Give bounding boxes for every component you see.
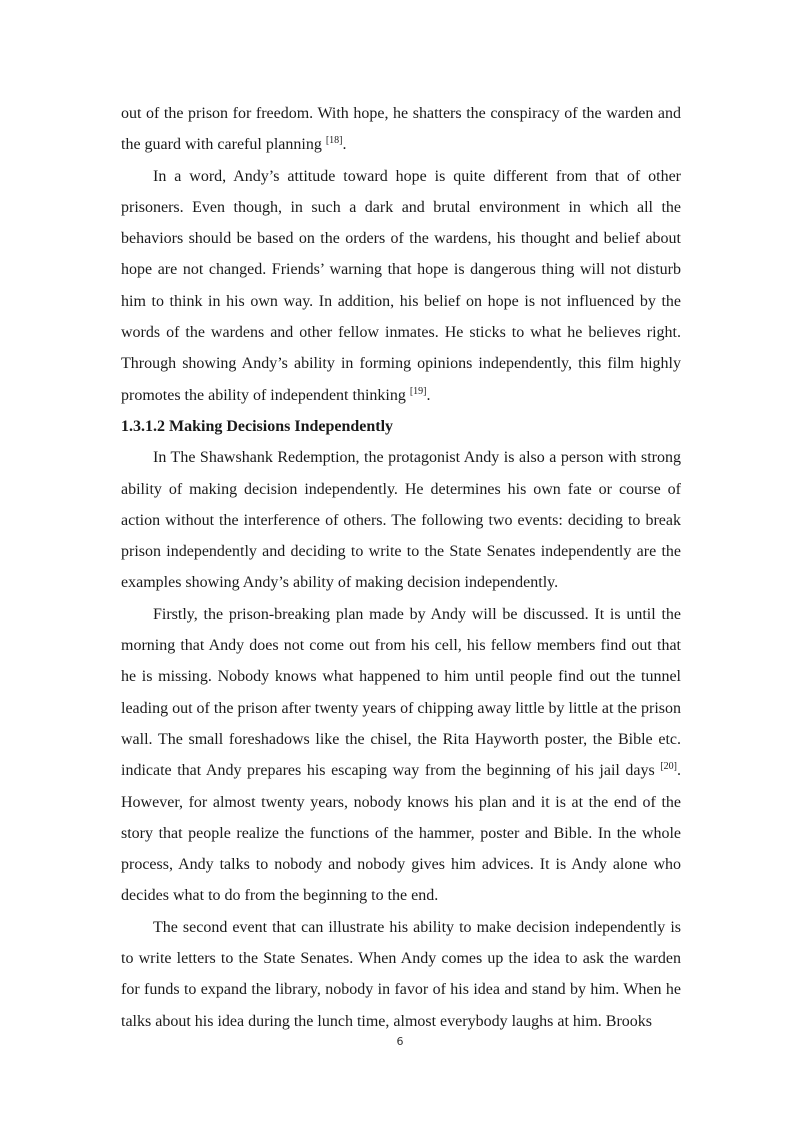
paragraph-text: In The Shawshank Redemption, the protagonist Andy is also a person with strong ability of making decision independently. He determines his own fate or course of action without the interference of others. The following two events: deciding to break prison independently and deciding to write to the State Senates independently are the examples showing Andy’s ability of making decision independently. bbox=[121, 449, 681, 592]
citation-20: [20] bbox=[660, 761, 677, 773]
paragraph-intro-decisions bbox=[121, 442, 681, 598]
paragraph-tail: . bbox=[342, 136, 347, 154]
section-heading: 1.3.1.2 Making Decisions Independently bbox=[121, 417, 394, 435]
paragraph-text: In a word, Andy’s attitude toward hope is quite different from that of other prisoners. Even though, in such a dark and brutal environment in which all the behaviors should be based on the orders of the wardens, his thought and belief about hope are not changed. Friends’ warning that hope is dangerous thing will not disturb him to think in his own way. In addition, his belief on hope is not influenced by the words of the wardens and other fellow inmates. He sticks to what he believes right. Through showing Andy’s ability in forming opinions independently, this film highly promotes the ability of independent thinking bbox=[121, 167, 681, 404]
paragraph-tail: . However, for almost twenty years, nobody knows his plan and it is at the end of the story that people realize the functions of the hammer, poster and Bible. In the whole process, Andy talks to nobody and nobody gives him advices. It is Andy alone who decides what to do from the beginning to the end. bbox=[121, 762, 681, 905]
paragraph-text: The second event that can illustrate his ability to make decision independently is to write letters to the State Senates. When Andy comes up the idea to ask the warden for funds to expand the library, nobody in favor of his idea and stand by him. When he talks about his idea during the lunch time, almost everybody laughs at him. Brooks bbox=[121, 918, 681, 1030]
paragraph-text: Firstly, the prison-breaking plan made by Andy will be discussed. It is until the morning that Andy does not come out from his cell, his fellow members find out that he is missing. Nobody knows what happened to him until people find out the tunnel leading out of the prison after twenty years of chipping away little by little at the prison wall. The small foreshadows like the chisel, the Rita Hayworth poster, the Bible etc. indicate that Andy prepares his escaping way from the beginning of his jail days bbox=[121, 605, 681, 780]
page-number: 6 bbox=[396, 1035, 404, 1048]
body-text bbox=[121, 98, 681, 1037]
paragraph-tail: . bbox=[426, 386, 431, 404]
citation-19: [19] bbox=[409, 385, 427, 397]
paragraph-text: out of the prison for freedom. With hope, he shatters the conspiracy of the warden and the guard with careful planning bbox=[121, 105, 681, 154]
paragraph-continuation bbox=[121, 98, 681, 161]
paragraph-hope-attitude bbox=[121, 161, 681, 411]
paragraph-prison-break bbox=[121, 599, 681, 912]
paragraph-state-senates bbox=[121, 912, 681, 1037]
citation-18: [18] bbox=[325, 135, 343, 147]
